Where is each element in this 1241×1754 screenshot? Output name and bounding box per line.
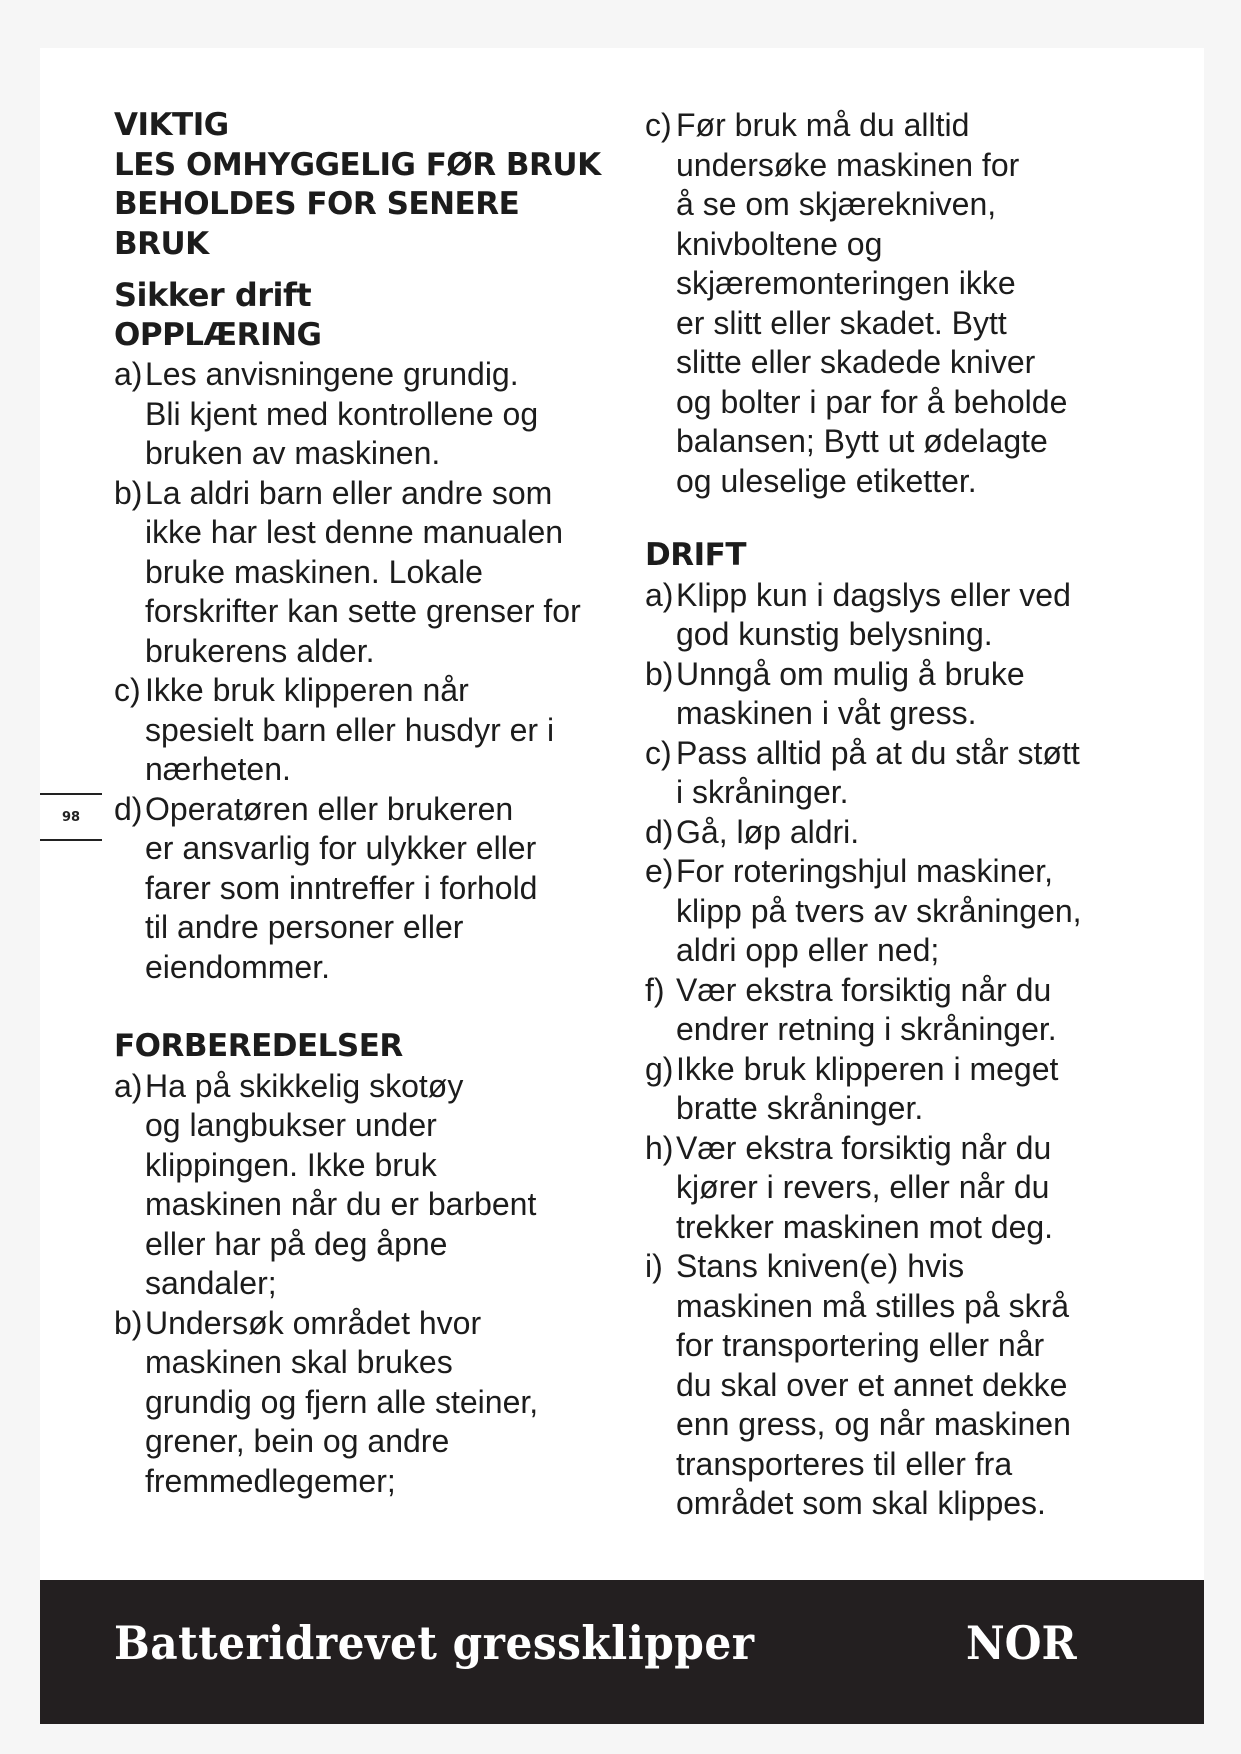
section-title: Sikker drift [114,276,312,314]
list-item [645,576,1165,655]
item-text: Ikke bruk klipperen når spesielt barn eller husdyr er i nærheten. [145,672,555,787]
item-label: a) [114,1067,143,1104]
preparation-list-continued [645,106,1165,501]
item-text: Les anvisningene grundig. Bli kjent med kontrollene og bruken av maskinen. [145,356,539,471]
list-item [645,1050,1165,1129]
list-item [645,734,1165,813]
list-item [114,1304,614,1502]
list-item [645,1247,1165,1524]
important-line-3: BEHOLDES FOR SENERE [114,186,520,222]
important-line-4: BRUK [114,225,209,262]
training-heading: OPPLÆRING [114,316,322,353]
preparation-list [114,1067,614,1502]
item-text: Vær ekstra forsiktig når du endrer retning i skråninger. [676,971,1057,1047]
item-label: e) [645,853,674,889]
important-line-2: LES OMHYGGELIG FØR BRUK [114,146,601,183]
language-code: NOR [966,1616,1077,1670]
important-line-1: VIKTIG [114,107,229,143]
item-label: g) [645,1050,674,1087]
item-text: Gå, løp aldri. [676,813,860,850]
item-label: f) [645,971,665,1008]
item-label: d) [645,813,674,850]
list-item [645,852,1165,971]
list-item [114,671,614,790]
list-item [114,790,614,988]
operation-list [645,576,1165,1524]
list-item [645,813,1165,853]
item-text: Operatøren eller brukeren er ansvarlig for ulykker eller farer som inntreffer i forhold til andre personer eller eiendommer. [145,790,538,985]
list-item [114,1067,614,1304]
item-text: Undersøk området hvor maskinen skal brukes grundig og fjern alle steiner, grener, bein og andre fremmedlegemer; [145,1304,539,1499]
product-title: Batteridrevet gressklipper [114,1616,755,1670]
list-item [645,106,1165,501]
item-text: Vær ekstra forsiktig når du kjører i revers, eller når du trekker maskinen mot deg. [676,1129,1054,1245]
right-column [645,106,1165,1524]
item-label: c) [645,734,672,771]
item-label: c) [114,672,141,708]
item-text: Ha på skikkelig skotøy og langbukser under klippingen. Ikke bruk maskinen når du er barbent eller har på deg åpne sandaler; [145,1067,537,1301]
item-label: b) [114,1304,143,1341]
item-text: Ikke bruk klipperen i meget bratte skråninger. [676,1050,1059,1126]
item-text: For roteringshjul maskiner, klipp på tvers av skråningen, aldri opp eller ned; [676,853,1082,968]
item-text: Før bruk må du alltid undersøke maskinen for å se om skjærekniven, knivboltene og skjæremonteringen ikke er slitt eller skadet. Bytt slitte eller skadede kniver og bolter i par for å beholde balansen; Bytt ut ødelagte og uleselige etiketter. [676,107,1068,499]
item-label: d) [114,790,143,827]
item-text: Pass alltid på at du står støtt i skråninger. [676,734,1080,810]
list-item [114,474,614,672]
item-label: a) [645,576,674,613]
training-list [114,355,614,987]
preparation-heading: FORBEREDELSER [114,1028,403,1064]
item-label: b) [645,655,674,692]
footer-bar [40,1580,1204,1724]
item-text: Unngå om mulig å bruke maskinen i våt gress. [676,655,1025,731]
list-item [645,971,1165,1050]
list-item [114,355,614,474]
item-text: Klipp kun i dagslys eller ved god kunstig belysning. [676,576,1071,652]
list-item [645,655,1165,734]
item-label: c) [645,107,672,143]
item-label: a) [114,356,143,392]
item-text: Stans kniven(e) hvis maskinen må stilles på skrå for transportering eller når du skal over et annet dekke enn gress, og når maskinen transporteres til eller fra området som skal klippes. [676,1248,1071,1521]
item-text: La aldri barn eller andre som ikke har lest denne manualen bruke maskinen. Lokale forskrifter kan sette grenser for brukerens alder. [145,474,581,669]
item-label: h) [645,1129,674,1166]
list-item [645,1129,1165,1248]
left-column [114,106,614,1501]
operation-heading: DRIFT [645,537,746,573]
item-label: i) [645,1248,663,1284]
page-number: 98 [40,793,102,841]
item-label: b) [114,474,143,511]
